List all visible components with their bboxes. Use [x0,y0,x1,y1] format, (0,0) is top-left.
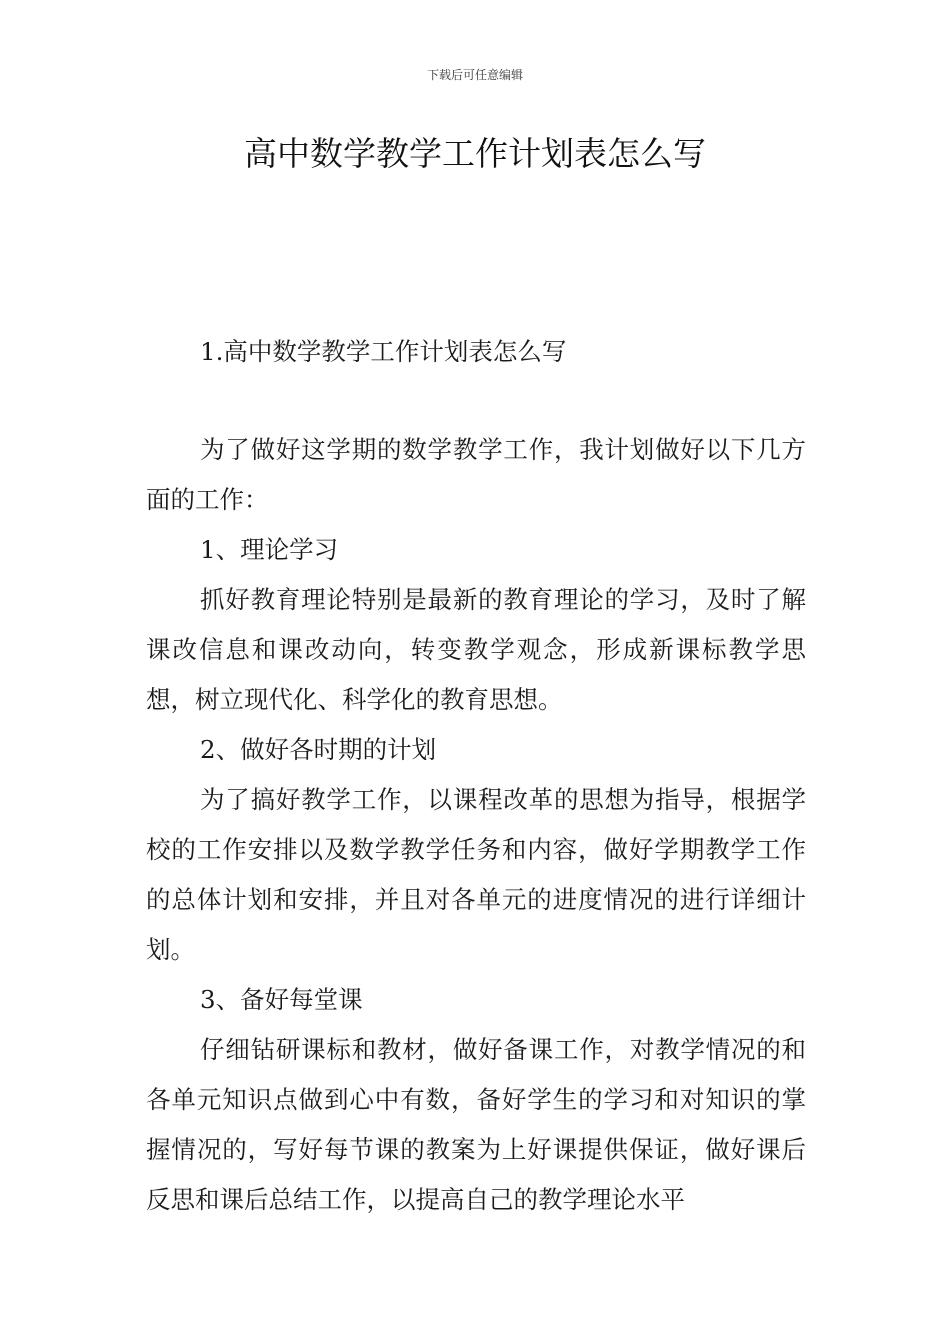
section-heading: 1.高中数学教学工作计划表怎么写 [200,337,567,366]
subheading-lesson-prep: 3、备好每堂课 [200,985,363,1014]
paragraph-intro: 为了做好这学期的数学教学工作，我计划做好以下几方面的工作： [146,435,806,514]
header-note: 下载后可任意编辑 [426,68,523,82]
paragraph-theory-study: 抓好教育理论特别是最新的教育理论的学习，及时了解课改信息和课改动向，转变教学观念，形成新课标教学思想，树立现代化、科学化的教育思想。 [146,585,806,714]
paragraph-lesson-prep: 仔细钻研课标和教材，做好备课工作，对教学情况的和各单元知识点做到心中有数，备好学生的学习和对知识的掌握情况的，写好每节课的教案为上好课提供保证，做好课后反思和课后总结工作，以提高自己的教学理论水平 [146,1035,806,1214]
subheading-theory-study: 1、理论学习 [200,535,339,564]
document-body [146,425,806,1225]
subheading-period-plans: 2、做好各时期的计划 [200,735,437,764]
document-title: 高中数学教学工作计划表怎么写 [244,134,706,173]
paragraph-period-plans: 为了搞好教学工作，以课程改革的思想为指导，根据学校的工作安排以及数学教学任务和内容，做好学期教学工作的总体计划和安排，并且对各单元的进度情况的进行详细计划。 [146,785,806,964]
